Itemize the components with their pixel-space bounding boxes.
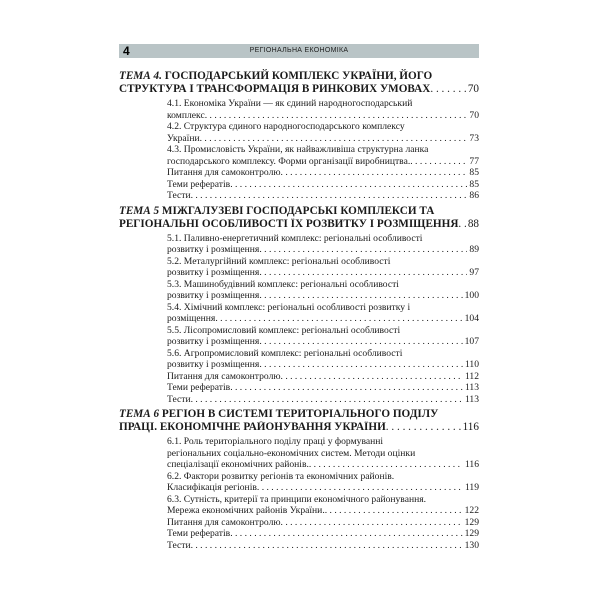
topic-4-title-line1: ГОСПОДАРСЬКИЙ КОМПЛЕКС УКРАЇНИ, ЙОГО (164, 70, 433, 82)
item-text: Питання для самоконтролю (167, 370, 281, 382)
item-text: господарського комплексу. Форми організації виробництва. (167, 155, 411, 167)
item-text: України (167, 132, 200, 144)
item-page: 86 (469, 190, 479, 201)
topic-5-title-line2: РЕГІОНАЛЬНІ ОСОБЛИВОСТІ ЇХ РОЗВИТКУ І РОЗМІЩЕННЯ (119, 217, 459, 230)
item-page: 113 (464, 382, 479, 393)
item-page: 113 (464, 393, 479, 405)
item-page: 89 (469, 244, 479, 255)
list-item (167, 179, 479, 191)
item-text: 6.3. Сутність, критерії та принципи економічного районування. (167, 493, 427, 505)
item-page: 104 (464, 313, 479, 324)
topic-6-items (167, 436, 479, 551)
list-item (167, 144, 479, 167)
topic-4-heading-cont (119, 83, 479, 96)
item-page: 97 (469, 267, 479, 278)
item-page: 130 (464, 539, 479, 551)
item-page: 122 (464, 505, 479, 516)
item-page: 85 (469, 178, 479, 190)
list-item (167, 121, 479, 144)
item-text: Питання для самоконтролю (167, 167, 281, 178)
list-item (167, 233, 479, 256)
item-text: розвитку і розміщення (167, 244, 260, 255)
list-item (167, 517, 479, 529)
item-text: розвитку і розміщення (167, 267, 260, 278)
topic-4-label: ТЕМА 4. (119, 70, 162, 82)
item-page: 110 (464, 359, 479, 370)
list-item (167, 382, 479, 394)
list-item (167, 436, 479, 471)
list-item (167, 279, 479, 302)
list-item (167, 528, 479, 540)
item-text: спеціалізації економічних районів. (167, 459, 309, 470)
table-of-contents (119, 70, 479, 551)
item-page: 119 (464, 482, 479, 493)
item-text: розвитку і розміщення (167, 336, 260, 347)
item-text: регіональних соціально-економічних систем. Методи оцінки (167, 447, 416, 459)
page-number: 4 (123, 44, 130, 58)
topic-5-heading-cont (119, 218, 479, 231)
running-title: РЕГІОНАЛЬНА ЕКОНОМІКА (249, 47, 349, 54)
topic-6-title-line1: РЕГІОН В СИСТЕМІ ТЕРИТОРІАЛЬНОГО ПОДІЛУ (161, 408, 439, 420)
item-page: 116 (464, 459, 479, 470)
item-text: Теми рефератів (167, 178, 231, 190)
item-text: Тести (167, 190, 191, 201)
list-item (167, 494, 479, 517)
topic-4-title-line2: СТРУКТУРА І ТРАНСФОРМАЦІЯ В РИНКОВИХ УМОВАХ (119, 83, 431, 95)
item-text: 4.2. Структура єдиного народногосподарського комплексу (167, 121, 405, 132)
topic-5-heading (119, 205, 479, 218)
list-item (167, 325, 479, 348)
item-page: 107 (464, 336, 479, 347)
item-page: 129 (464, 516, 479, 528)
list-item (167, 348, 479, 371)
item-text: Мережа економічних районів України. (167, 505, 325, 516)
item-text: 6.1. Роль територіального поділу праці у формуванні (167, 436, 384, 447)
topic-5-page: 88 (467, 217, 479, 230)
topic-5-title-line1: МІЖГАЛУЗЕВІ ГОСПОДАРСЬКІ КОМПЛЕКСИ ТА (161, 204, 435, 217)
topic-6-heading-cont (119, 421, 479, 434)
item-text: 5.5. Лісопромисловий комплекс: регіональні особливості (167, 324, 401, 336)
item-page: 77 (469, 155, 479, 167)
item-text: 5.3. Машинобудівний комплекс: регіональні особливості (167, 278, 399, 290)
list-item (167, 540, 479, 552)
list-item (167, 256, 479, 279)
item-text: комплекс (167, 109, 205, 121)
item-text: 4.1. Економіка України — як єдиний народногосподарський (167, 98, 413, 109)
list-item (167, 190, 479, 202)
item-text: 5.6. Агропромисловий комплекс: регіональні особливості (167, 347, 403, 359)
topic-6-heading (119, 408, 479, 421)
item-text: розвитку і розміщення (167, 359, 260, 370)
list-item (167, 371, 479, 383)
topic-5-items (167, 233, 479, 406)
topic-6-page: 116 (462, 421, 479, 433)
item-page: 129 (464, 528, 479, 539)
list-item (167, 394, 479, 406)
item-text: Питання для самоконтролю (167, 516, 281, 528)
item-text: Тести (167, 393, 191, 405)
item-text: 5.4. Хімічний комплекс: регіональні особливості розвитку і (167, 301, 411, 313)
running-header (119, 44, 479, 58)
list-item (167, 167, 479, 179)
item-page: 70 (469, 109, 479, 121)
list-item (167, 98, 479, 121)
item-page: 85 (469, 167, 479, 178)
item-text: Класифікація регіонів (167, 482, 257, 493)
item-page: 73 (469, 132, 479, 144)
item-page: 112 (464, 370, 479, 382)
topic-6-label: ТЕМА 6 (119, 408, 160, 420)
item-text: 4.3. Промисловість України, як найважливіша структурна ланка (167, 144, 429, 155)
item-text: Теми рефератів (167, 528, 231, 539)
topic-4-items (167, 98, 479, 202)
item-text: розміщення (167, 313, 216, 324)
item-page: 100 (464, 290, 479, 301)
topic-4-page: 70 (467, 83, 479, 95)
list-item (167, 302, 479, 325)
item-text: розвитку і розміщення (167, 290, 260, 301)
topic-5-label: ТЕМА 5 (119, 204, 160, 217)
list-item (167, 471, 479, 494)
item-text: Теми рефератів (167, 382, 231, 393)
topic-4-heading (119, 70, 479, 83)
item-text: 5.1. Паливно-енергетичний комплекс: регіональні особливості (167, 232, 423, 244)
item-text: Тести (167, 539, 191, 551)
item-text: 5.2. Металургійний комплекс: регіональні особливості (167, 255, 391, 267)
item-text: 6.2. Фактори розвитку регіонів та економічних районів. (167, 470, 395, 482)
topic-6-title-line2: ПРАЦІ. ЕКОНОМІЧНЕ РАЙОНУВАННЯ УКРАЇНИ (119, 421, 386, 433)
